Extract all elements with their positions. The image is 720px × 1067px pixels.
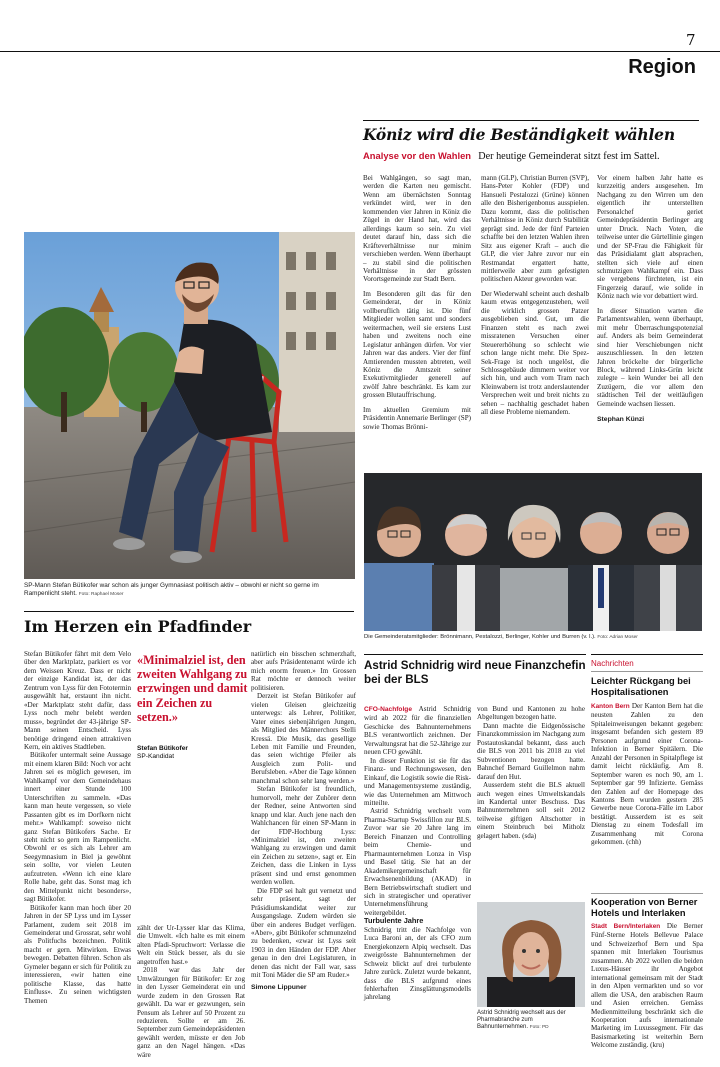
news-item2-title: Kooperation von Berner Hotels und Interlaken bbox=[591, 897, 698, 918]
news-item1-kicker: Kanton Bern bbox=[591, 703, 630, 710]
council-photo-illustration bbox=[364, 473, 702, 631]
lead-kicker: Analyse vor den Wahlen bbox=[363, 150, 472, 161]
buetikofer-photo-credit: Foto: Raphael Moser bbox=[78, 591, 124, 597]
schnidrig-caption bbox=[477, 1010, 585, 1032]
lead-col2-p1: mann (GLP), Christian Burren (SVP), Hans-Peter Kohler (FDP) und Hansueli Pestalozzi (Grüne) können alle den Bisherigenbonus ausspielen. Dazu kommt, dass die politischen Verhältnisse in Köniz durch Stabilität geprägt sind. Jede der fünf Parteien schaffte bei den letzten Wahlen ihren Sitz aus eigener Kraft – auch die GLP, die vier Jahre zuvor nur ein Restmandat ergattert hatte, mittlerweile aber zum gefestigten politischen Akteur geworden war. bbox=[481, 174, 589, 284]
news-label-rule bbox=[591, 671, 703, 672]
lead-col2-p2: Der Wiederwahl scheint auch deshalb kaum etwas entgegenzustehen, weil die wirklich grossen Patzer ausgeblieben sind. Gut, um die Finanzen steht es nach zwei missratenen Versuchen einer Steuererhöhung so schlecht wie schon lange nicht mehr. Die Spez-Sek-Frage ist noch ungelöst, die Schlossgebäude dimmern weiter vor sich hin, und auch vom Tram nach Kleinwabern ist trotz anderslautender Versprechen weit und breit nichts zu sehen – nachhaltig geschadet haben all diese Probleme niemandem. bbox=[481, 289, 589, 417]
council-caption bbox=[364, 634, 702, 642]
feature-top-rule bbox=[24, 611, 354, 612]
feature-col1-p2: Bütikofer untermalt seine Aussage mit einem klaren Bild: Noch vor acht Jahren sei es möglich gewesen, im Wahlkampf vor dem Gemeindehaus innert einer Stunde 100 Unterschriften zu sammeln. «Das kann man heute vergessen, so viele Passanten gibt es im Dorfkern nicht mehr.» Wahlkampf: soweiso nicht ganz Stefan Bütikofers Sache. Er steht nicht so gern im Rampenlicht. Obwohl er es sich als Lehrer am Seegymnasium in Biel ja gewöhnt sein sollte, vor vielen Leuten aufzutreten. «Wenn ich eine klare Rolle habe, geht das. Sonst mag ich den Mittelpunkt nicht besonders», sagt Bütikofer. bbox=[24, 751, 131, 904]
lead-subline bbox=[363, 150, 703, 162]
lead-col1-p1: Bei Wahlgängen, so sagt man, werden die Karten neu gemischt. Wenn am übernächsten Sonntag verkündet wird, wer in den kommenden vier Jahren in Köniz die Zügel in der Hand hat, wird das allerdings kaum so sein. Zu viel deutet darauf hin, dass sich die Kräfteverhältnisse nur minim verschieben werden. Wenn überhaupt – zu stabil sind die politischen Verhältnisse in der grössten Vorortsgemeinde zur Stadt Bern. bbox=[363, 174, 471, 284]
lead-col3-p2: In dieser Situation warten die Parlamentswahlen, wenn überhaupt, mit mehr Überraschungspotenzial auf. Anders als beim Gemeinderat sind hier Verschiebungen nicht auszuschliessen. In den letzten Jahren bröckelte der bürgerliche Block, während Links-Grün leicht zulegte – kein Wunder bei all den Zuzügern, die vor allem den städtischen Teil der weitläufigen Gemeinde wachsen liessen. bbox=[597, 306, 703, 408]
lead-col-1 bbox=[363, 174, 471, 431]
news-item2 bbox=[591, 922, 703, 1050]
schnidrig-col2-p1: von Bund und Kantonen zu hohe Abgeltungen bezogen hatte. bbox=[477, 705, 585, 722]
schnidrig-photo bbox=[477, 902, 585, 1007]
feature-col2-p2: 2018 war das Jahr der Umwälzungen für Bütikofer: Er zog in den Lysser Gemeinderat ein und wurde zudem in den Grossen Rat gewählt. Da war er gezwungen, sein Pensum als Lehrer auf 50 Prozent zu reduzieren. Sollte er am 26. September zum Gemeindepräsidenten gewählt werden, müsste er den Job ganz an den Nagel hängen. «Das wäre bbox=[137, 966, 245, 1059]
lead-col1-p3: Im aktuellen Gremium mit Präsidentin Annemarie Berlinger (SP) sowie Thomas Brönni- bbox=[363, 405, 471, 431]
feature-pull-quote: «Minimalziel ist, den zweiten Wahlgang zu erzwingen und damit ein Zeichen zu setzen.» bbox=[137, 653, 248, 724]
feature-col1-p1: Stefan Bütikofer fährt mit dem Velo über den Marktplatz, parkiert es vor dem Weissen Kreuz. Dass er nicht der einzige Kandidat ist, der das Zentrum von Lyss für den Fototermin ausgewählt hat, erstaunt ihn nicht. «Der Marktplatz steht dafür, dass Lyss noch mehr belebt werden muss», begründet der 43-jährige SP-Mann seinen Entscheid. Lyss benötige dringend einen attraktiven Kern, ein aktives Stadtleben. bbox=[24, 650, 131, 751]
news-item1 bbox=[591, 702, 703, 847]
lead-author: Stephan Künzi bbox=[597, 416, 645, 424]
feature-col2-p1: zählt der Ur-Lysser klar das Klima, die Umwelt. «Ich halte es mit einem alten Pfadi-Spruchwort: Verlasse die Welt ein Stück besser, als du sie angetroffen hast.» bbox=[137, 924, 245, 966]
news-item2-text bbox=[591, 922, 703, 1050]
buetikofer-photo bbox=[24, 232, 355, 579]
news-item1-body: Der Kanton Bern hat die neusten Zahlen zu den Spitaleinweisungen bekannt gegeben: insgesamt befanden sich gestern 89 Personen aufgrund einer Corona-Infektion in Berner Spitälern. Die Anzahl der Personen in Spitalpflege ist damit leicht rückläufig. Am 8. September waren es noch 90, am 1. September gar 99 Infizierte. Gemäss den Zahlen auf der Homepage des Kantons Bern wurden gestern 285 Gewerbe neue Corona-Fälle im Labor bestätigt. Ausserdem ist es seit Dienstag zu einem Todesfall im Zusammenhang mit Corona gekommen. (chh) bbox=[591, 702, 703, 847]
news-item1-text bbox=[591, 702, 703, 847]
feature-col-2 bbox=[137, 924, 245, 1059]
council-photo bbox=[364, 473, 702, 631]
schnidrig-subhead: Turbulente Jahre bbox=[364, 916, 424, 926]
council-caption-text: Die Gemeinderatsmitglieder: Brönnimann, Pestalozzi, Berlinger, Kohler und Burren (v. l.). bbox=[364, 634, 596, 640]
schnidrig-col2-p3: Ausserdem steht die BLS aktuell auch wegen eines Umweltskandals im Kandertal unter Beschuss. Das Bahnunternehmen soll seit 2012 teilweise giftigen Altschotter in einem Steinbruch bei Mitholz gelagert haben. (sda) bbox=[477, 781, 585, 840]
schnidrig-col-1 bbox=[364, 705, 471, 1002]
schnidrig-top-rule bbox=[364, 654, 586, 655]
feature-col3-p2: Derzeit ist Stefan Bütikofer auf vielen Gleisen gleichzeitig unterwegs: als Lehrer, Politiker, Vater eines siebenjährigen Jungen, als Mitglied des Männerchors Stelli Kressä. Die Musik, das gesellige Leben mit Familie und Freunden, das seien wichtige Pfeiler als Ausgleich zum Polit- und Berufsleben. «Aber die Tage können manchmal schon sehr lang werden.» bbox=[251, 692, 356, 785]
schnidrig-col1-p3: Astrid Schnidrig wechselt vom Pharma-Startup Swissfillon zur BLS. Zuvor war sie 20 Jahre lang im Bereich Finanzen und Controlling beim Chemie- und Pharmaunternehmen Lonza in Visp und Basel tätig. Sie hat an der Akademikergemeinschaft für Erwachsenenbildung (AKAD) in Bern Betriebswirtschaft studiert und sich in strategischer und operativer Unternehmensführung weitergebildet. bbox=[364, 807, 471, 917]
feature-headline: Im Herzen ein Pfadfinder bbox=[24, 617, 252, 636]
feature-col3-p1: natürlich ein bisschen schmerzhaft, aber aufs Präsidentenamt würde ich mich enorm freuen.» Im Grossen Rat möchte er dennoch weiter politisieren. bbox=[251, 650, 356, 692]
buetikofer-caption bbox=[24, 582, 354, 598]
news-item2-kicker: Stadt Bern/Interlaken bbox=[591, 923, 661, 930]
lead-headline: Köniz wird die Beständigkeit wählen bbox=[363, 125, 675, 144]
schnidrig-col1-p2: In dieser Funktion ist sie für das Finanz- und Rechnungswesen, den Einkauf, die Logistik sowie die Risk- und Managementsysteme zuständig, wie das Unternehmen am Mittwoch mitteilte. bbox=[364, 756, 471, 807]
quote-author-role: SP-Kandidat bbox=[137, 753, 175, 760]
schnidrig-kicker: CFO-Nachfolge bbox=[364, 706, 412, 713]
schnidrig-headline: Astrid Schnidrig wird neue Finanzchefin bei der BLS bbox=[364, 659, 586, 686]
feature-col3-p4: Die FDP sei halt gut vernetzt und sehr präsent, sagt der Präsidiumskandidat weiter zur Ausgangslage. Zudem würden sie über ein anderes Budget verfügen. «Aber», gibt Bütikofer schmunzelnd zu bedenken, «zwar ist Lyss seit 1903 in den Händen der FDP. Aber genau in den drei Legislaturen, in denen das nicht der Fall war, sass mit Toni Mäder die SP am Ruder.» bbox=[251, 886, 356, 980]
news-divider bbox=[591, 893, 703, 894]
schnidrig-col1-p1 bbox=[364, 705, 471, 757]
lead-col-3 bbox=[597, 174, 703, 425]
schnidrig-col-2 bbox=[477, 705, 585, 840]
news-label: Nachrichten bbox=[591, 659, 634, 668]
schnidrig-photo-illustration bbox=[477, 902, 585, 1007]
news-item1-title: Leichter Rückgang bei Hospitalisationen bbox=[591, 676, 691, 697]
buetikofer-caption-text: SP-Mann Stefan Bütikofer war schon als junger Gymnasiast politisch aktiv – obwohl er nicht so gerne im Rampenlicht steht. bbox=[24, 582, 319, 597]
schnidrig-col1-p4: Schnidrig tritt die Nachfolge von Luca Baroni an, der als CFO zum Energiekonzern Alpiq wechselt. Das zweigrösste Bahnunternehmen der Schweiz blickt auf drei turbulente Jahre zurück. Zuletzt wurde bekannt, dass die BLS aufgrund eines fehlerhaften Zinsglättungsmodells jahrelang bbox=[364, 925, 471, 1002]
schnidrig-caption-text: Astrid Schnidrig wechselt aus der Pharmabranche zum Bahnunternehmen. bbox=[477, 1010, 566, 1031]
feature-col3-p3: Stefan Bütikofer ist freundlich, humorvoll, mehr der Zuhörer denn der Redner, seine Antworten sind knapp und klar. Auch jene nach den Wahlchancen für einen SP-Mann in der FDP-Hochburg Lyss: «Minimalziel ist, den zweiten Wahlgang zu erzwingen und damit ein Zeichen zu setzen», sagt er. Ein Zeichen, dass die Linken in Lyss präsent sind und ernst genommen werden wollen. bbox=[251, 785, 356, 887]
feature-col-3 bbox=[251, 650, 356, 992]
news-top-rule bbox=[591, 654, 703, 655]
schnidrig-photo-credit: Foto: PD bbox=[529, 1025, 549, 1031]
council-photo-credit: Foto: Adrian Moser bbox=[597, 635, 638, 640]
quote-author-name: Stefan Bütikofer bbox=[137, 745, 188, 752]
schnidrig-lead: Astrid Schnidrig wird ab 2022 für die finanziellen Geschicke des Bahnunternehmens BLS verantwortlich zeichnen. Der Verwaltungsrat hat die 52-Jährige zur neuen CFO gewählt. bbox=[364, 705, 471, 757]
schnidrig-col2-p2: Dann machte die Eidgenössische Finanzkommission im Nachgang zum Postautoskandal bekannt, dass auch die BLS von 2011 bis 2018 zu viel Subventionen bezogen hatte. Bahnchef Bernard Guillelmon nahm darauf den Hut. bbox=[477, 721, 585, 781]
lead-subtitle: Der heutige Gemeinderat sitzt fest im Sattel. bbox=[478, 151, 660, 162]
feature-author: Simone Lippuner bbox=[251, 983, 307, 991]
lead-col-2 bbox=[481, 174, 589, 417]
lead-col1-p2: Im Besonderen gilt das für den Gemeinderat, der in Köniz vollberuflich tätig ist. Die fünf Mitglieder wollen samt und sonders weitermachen, weil sie erstens Lust haben und zweitens noch eine Legislatur anhängen dürfen. Vor vier Jahren war das anders. Vier der fünf Amtierenden mussten abtreten, weil Köniz die Amtszeit seiner Exekutivmitglieder generell auf zwölf Jahre beschränkt. Es kam zur grossen Blutauffrischung. bbox=[363, 289, 471, 400]
lead-col3-p1: Vor einem halben Jahr hatte es kurzzeitig anders ausgesehen. Im Nachgang zu den Wirren um den eigentlich ihr unterstellten Personalchef geriet Gemeindepräsidentin Berlinger arg unter Druck. Nach Voten, die teilweise unter die Gürtellinie gingen und der SP-Frau die Fähigkeit für das Präsidialamt glatt absprachen, stellten sich viele auf einen schmutzigen Wahlkampf ein. Dass sie vergebens fürchteten, ist ein Fingerzeig darauf, wie solide in Köniz nach wie vor debattiert wird. bbox=[597, 174, 703, 301]
lead-top-rule bbox=[363, 120, 699, 121]
feature-col-1 bbox=[24, 650, 131, 1005]
feature-col1-p3: Bütikofer kann man hoch über 20 Jahren in der SP Lyss und im Lysser Parlament, zudem seit 2018 im Gemeinderat und Grossrat, sehr wohl als Politfuchs bezeichnen. Politik macht er gern. Mitwirken. Etwas bewegen. Debatten führen. Schon als Gymeler begann er sich für Politik zu interessieren, «wir hatten eine politische Klasse, das hatte Einfluss». Zu seinen wichtigsten Themen bbox=[24, 903, 131, 1005]
section-title: Region bbox=[628, 56, 696, 78]
page-number: 7 bbox=[686, 31, 696, 49]
feature-quote-author bbox=[137, 745, 247, 761]
header-rule bbox=[0, 51, 720, 52]
news-item2-body: Die Berner Fünf-Sterne Hotels Bellevue Palace und Schweizerhof Bern und Spa spannen mit Interlaken Tourismus zusammen. Ab 2022 wollen die beiden Luxus-Häuser ihr Angebot international gemeinsam mit der Stadt in den Alpen vermarkten und so vor allem die USA, den arabischen Raum und Asien erreichen. Gemäss Medienmitteilung beschränkt sich die Kooperation aufs internationale Marketing im Luxussegment. Für das Basismarketing ist weiterhin Bern Welcome zuständig. (kru) bbox=[591, 922, 703, 1050]
buetikofer-photo-illustration bbox=[24, 232, 355, 579]
